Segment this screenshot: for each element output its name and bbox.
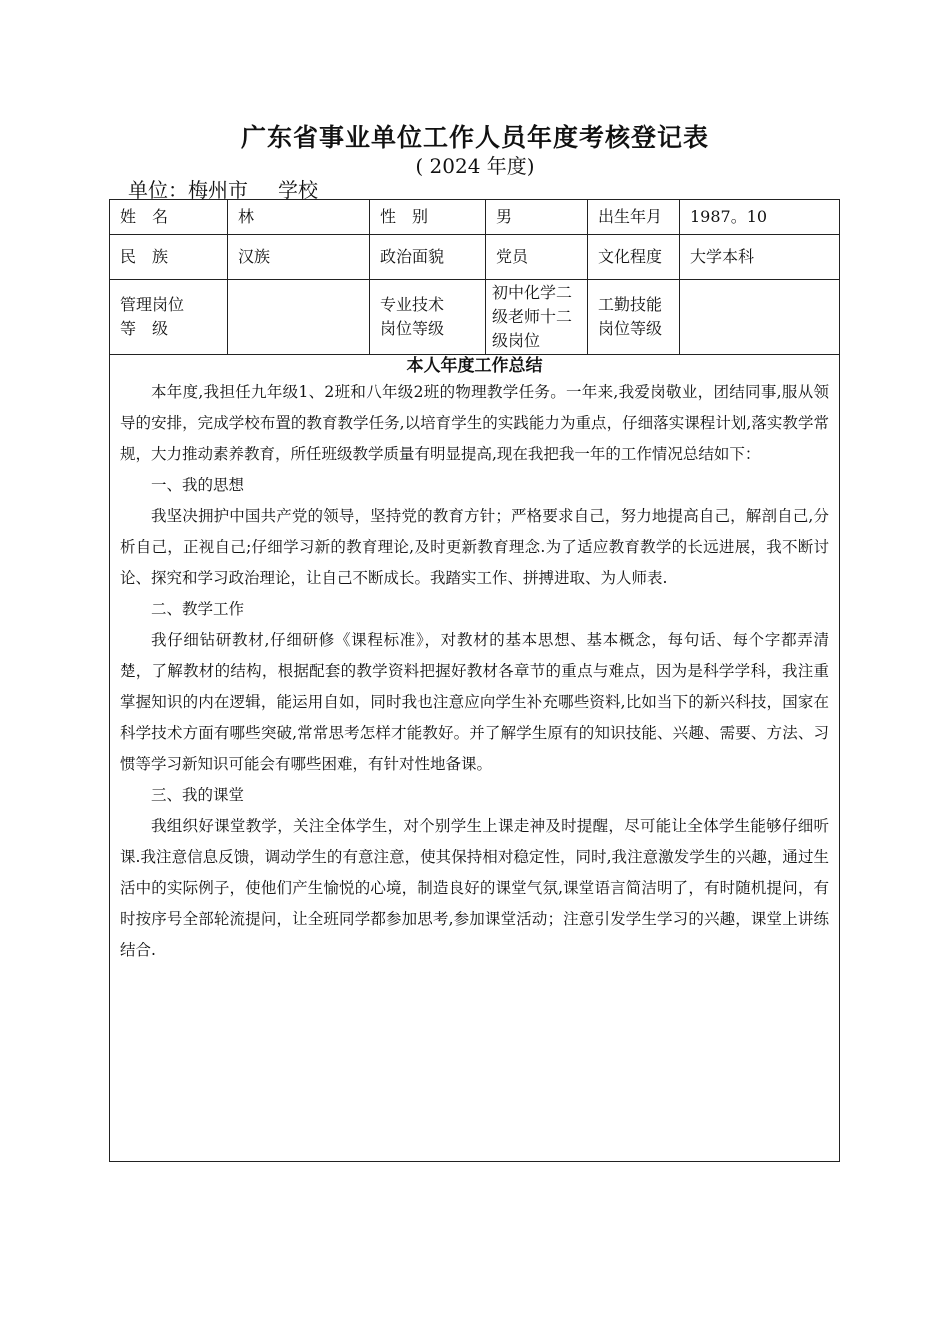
name-label: 姓 名 <box>110 200 228 235</box>
tech-grade-value: 初中化学二级老师十二级岗位 <box>486 280 588 355</box>
appraisal-form-table <box>109 199 840 1162</box>
form-year: ( 2024 年度) <box>415 154 535 178</box>
summary-paragraph: 我仔细钻研教材,仔细研修《课程标准》，对教材的基本思想、基本概念，每句话、每个字都弄清楚，了解教材的结构，根据配套的教学资料把握好教材各章节的重点与难点，因为是科学学科，我注重掌握知识的内在逻辑，能运用自如，同时我也注意应向学生补充哪些资料,比如当下的新兴科技，国家在科学技术方面有哪些突破,常常思考怎样才能教好。并了解学生原有的知识技能、兴趣、需要、方法、习惯等学习新知识可能会有哪些困难，有针对性地备课。 <box>120 631 829 773</box>
name-value: 林 <box>228 200 370 235</box>
table-row <box>110 200 840 235</box>
political-label: 政治面貌 <box>370 235 486 280</box>
mgmt-grade-label-line2: 等 级 <box>120 319 169 338</box>
mgmt-grade-label-line1: 管理岗位 <box>120 295 185 314</box>
education-label: 文化程度 <box>588 235 680 280</box>
ethnicity-label: 民 族 <box>110 235 228 280</box>
summary-cell <box>110 355 840 1162</box>
gender-value: 男 <box>486 200 588 235</box>
ethnicity-value: 汉族 <box>228 235 370 280</box>
worker-grade-label <box>588 280 680 355</box>
summary-heading: 本人年度工作总结 <box>406 356 543 376</box>
worker-grade-label-line1: 工勤技能 <box>598 295 663 314</box>
tech-grade-label <box>370 280 486 355</box>
mgmt-grade-value <box>228 280 370 355</box>
unit-label: 单位：梅州市 <box>128 178 248 202</box>
table-row <box>110 355 840 1162</box>
tech-grade-label-line2: 岗位等级 <box>380 319 445 338</box>
birth-label: 出生年月 <box>588 200 680 235</box>
unit-school: 学校 <box>278 178 318 202</box>
summary-section-heading: 一、我的思想 <box>151 476 245 494</box>
education-value: 大学本科 <box>680 235 840 280</box>
summary-paragraph: 本年度,我担任九年级1、2班和八年级2班的物理教学任务。一年来,我爱岗敬业，团结同事,服从领导的安排，完成学校布置的教育教学任务,以培育学生的实践能力为重点，仔细落实课程计划,落实教学常规，大力推动素养教育，所任班级教学质量有明显提高,现在我把我一年的工作情况总结如下： <box>120 383 829 463</box>
table-row <box>110 235 840 280</box>
summary-paragraph: 我坚决拥护中国共产党的领导，坚持党的教育方针；严格要求自己，努力地提高自己，解剖自己,分析自己，正视自己;仔细学习新的教育理论,及时更新教育理念.为了适应教育教学的长远进展，我不断讨论、探究和学习政治理论，让自己不断成长。我踏实工作、拼搏进取、为人师表. <box>120 507 829 587</box>
summary-section-heading: 二、教学工作 <box>151 600 245 618</box>
summary-section-heading: 三、我的课堂 <box>151 786 245 804</box>
worker-grade-value <box>680 280 840 355</box>
table-row <box>110 280 840 355</box>
gender-label: 性 别 <box>370 200 486 235</box>
tech-grade-label-line1: 专业技术 <box>380 295 445 314</box>
mgmt-grade-label <box>110 280 228 355</box>
summary-body <box>110 377 839 966</box>
form-title: 广东省事业单位工作人员年度考核登记表 <box>240 123 709 152</box>
political-value: 党员 <box>486 235 588 280</box>
birth-value: 1987。10 <box>680 200 840 235</box>
worker-grade-label-line2: 岗位等级 <box>598 319 663 338</box>
summary-paragraph: 我组织好课堂教学，关注全体学生，对个别学生上课走神及时提醒，尽可能让全体学生能够仔细听课.我注意信息反馈，调动学生的有意注意，使其保持相对稳定性，同时,我注意激发学生的兴趣，通过生活中的实际例子，使他们产生愉悦的心境，制造良好的课堂气氛,课堂语言简洁明了，有时随机提问，有时按序号全部轮流提问，让全班同学都参加思考,参加课堂活动；注意引发学生学习的兴趣，课堂上讲练结合. <box>120 817 829 959</box>
